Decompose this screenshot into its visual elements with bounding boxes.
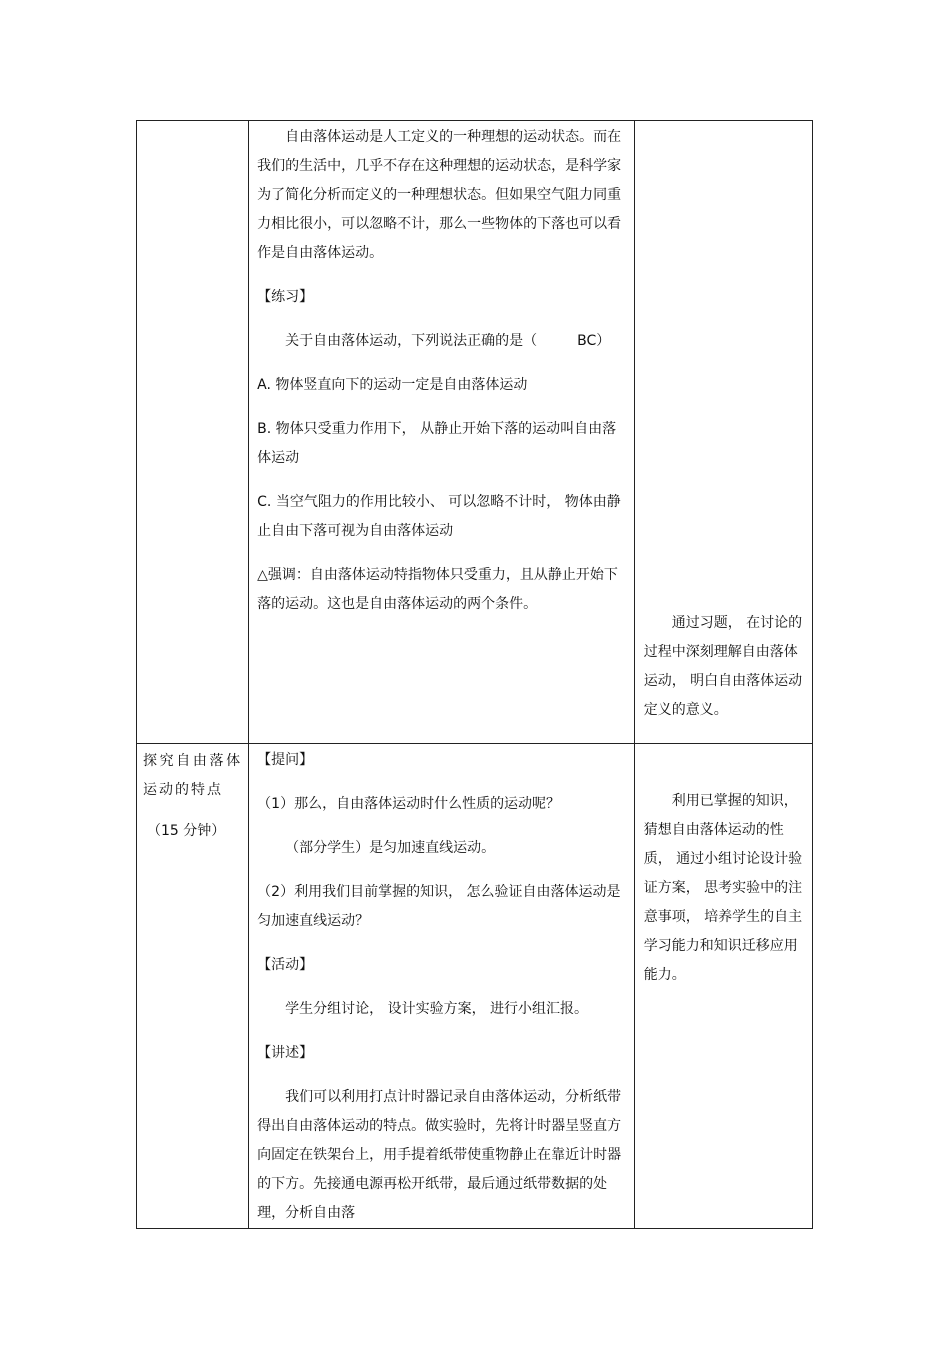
question-heading: 【提问】 (257, 752, 314, 768)
practice-heading: 【练习】 (257, 289, 314, 305)
question-1: （1）那么，自由落体运动时什么性质的运动呢？ (257, 796, 561, 812)
activity-heading: 【活动】 (257, 957, 314, 973)
activity-text: 学生分组讨论， 设计实验方案， 进行小组汇报。 (285, 1001, 589, 1017)
stage-label: 探究自由落体运动的特点 (143, 753, 243, 798)
table-row (137, 744, 813, 1229)
definition-paragraph: 自由落体运动是人工定义的一种理想的运动状态。而在我们的生活中，几乎不存在这种理想的运动状态，是科学家为了简化分析而定义的一种理想状态。但如果空气阻力同重力相比很小，可以忽略不计，那么一些物体的下落也可以看作是自由落体运动。 (257, 129, 622, 261)
stage-time: （15 分钟） (147, 823, 226, 839)
lecture-text: 我们可以利用打点计时器记录自由落体运动，分析纸带得出自由落体运动的特点。做实验时，先将计时器呈竖直方向固定在铁架台上，用手提着纸带使重物静止在靠近计时器的下方。先接通电源再松开纸带，最后通过纸带数据的处理，分析自由落 (257, 1089, 622, 1221)
lecture-heading: 【讲述】 (257, 1045, 314, 1061)
content-cell (249, 121, 635, 744)
stage-cell (137, 121, 249, 744)
option-c: C. 当空气阻力的作用比较小、 可以忽略不计时， 物体由静止自由下落可视为自由落体运动 (257, 494, 621, 539)
option-a: A. 物体竖直向下的运动一定是自由落体运动 (257, 377, 528, 393)
question-answer: BC） (577, 333, 611, 349)
option-b: B. 物体只受重力作用下， 从静止开始下落的运动叫自由落体运动 (257, 421, 617, 466)
design-intent: 利用已掌握的知识，猜想自由落体运动的性质， 通过小组讨论设计验证方案， 思考实验中的注意事项， 培养学生的自主学习能力和知识迁移应用能力。 (643, 793, 803, 983)
question-2: （2）利用我们目前掌握的知识， 怎么验证自由落体运动是匀加速直线运动？ (257, 884, 621, 929)
answer-1: （部分学生）是匀加速直线运动。 (285, 840, 496, 856)
lesson-plan-table (136, 120, 813, 1229)
content-cell (249, 744, 635, 1229)
practice-question (257, 327, 624, 356)
question-text: 关于自由落体运动，下列说法正确的是（ (285, 333, 538, 349)
stage-cell (137, 744, 249, 1229)
table-row (137, 121, 813, 744)
emphasis-note: △强调：自由落体运动特指物体只受重力，且从静止开始下落的运动。这也是自由落体运动的两个条件。 (257, 567, 618, 612)
intent-cell (634, 121, 812, 744)
intent-cell (634, 744, 812, 1229)
design-intent: 通过习题， 在讨论的过程中深刻理解自由落体运动， 明白自由落体运动定义的意义。 (643, 615, 803, 718)
